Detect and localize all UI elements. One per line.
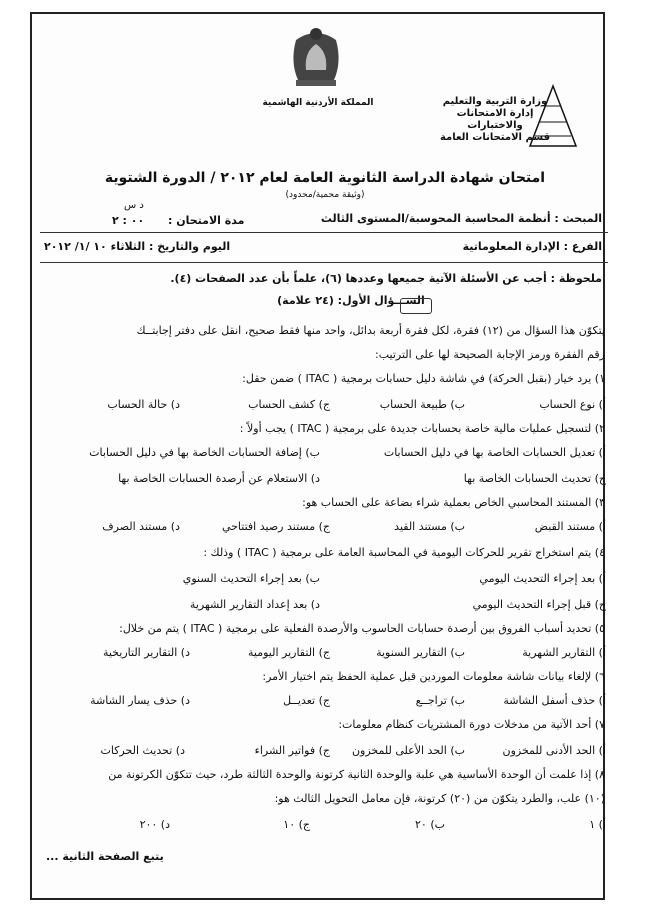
subject-label: المبحث : أنظمة المحاسبة المحوسبة/المستوى الثالث [320, 212, 602, 225]
answer-option: ج) قبل إجراء التحديث اليومي [472, 598, 606, 611]
answer-option: ج) مستند رصيد افتتاحي [221, 520, 330, 533]
answer-option: د) ٢٠٠ [139, 818, 170, 831]
question-item-stem: ٥) تحديد أسباب الفروق بين أرصدة حسابات الحاسوب والأرصدة الفعلية على برمجية ( ITAC ) يتم من خلال: [119, 622, 605, 635]
divider [40, 262, 608, 263]
ministry-line: إدارة الامتحانات والاختبارات [456, 108, 534, 131]
question-item-stem: ٣) المستند المحاسبي الخاص بعملية شراء بضاعة على الحساب هو: [302, 496, 605, 509]
answer-option: أ) نوع الحساب [539, 398, 606, 411]
question-1-title-box [400, 298, 432, 314]
answer-option: ج) تعديــل [283, 694, 330, 707]
answer-option: ب) تراجــع [415, 694, 465, 707]
answer-option: أ) مستند القبض [534, 520, 606, 533]
answer-option: أ) التقارير الشهرية [522, 646, 606, 659]
question-item-stem: ٤) يتم استخراج تقرير للحركات اليومية في المحاسبة العامة على برمجية ( ITAC ) وذلك : [203, 546, 605, 559]
document-classification: (وثيقة محمية/محدود) [285, 190, 365, 200]
answer-option: ب) بعد إجراء التحديث السنوي [182, 572, 320, 585]
answer-option: ب) إضافة الحسابات الخاصة بها في دليل الحسابات [89, 446, 320, 459]
exam-title: امتحان شهادة الدراسة الثانوية العامة لعام ٢٠١٢ / الدورة الشتوية [104, 170, 546, 186]
answer-option: أ) تعديل الحسابات الخاصة بها في دليل الحسابات [383, 446, 606, 459]
answer-option: ج) كشف الحساب [248, 398, 330, 411]
duration-value: ٠٠ : ٢ [112, 214, 145, 227]
coat-of-arms-icon [286, 22, 346, 100]
answer-option: أ) الحد الأدنى للمخزون [502, 744, 606, 757]
answer-option: أ) ١ [589, 818, 606, 831]
crest-caption: المملكة الأردنية الهاشمية [262, 98, 374, 108]
answer-option: أ) حذف أسفل الشاشة [503, 694, 606, 707]
ministry-line: وزارة التربية والتعليم [442, 96, 548, 107]
answer-option: ب) التقارير السنوية [376, 646, 465, 659]
answer-option: د) تحديث الحركات [100, 744, 185, 757]
answer-option: د) مستند الصرف [102, 520, 180, 533]
instructions-note: ملحوظة : أجب عن الأسئلة الآتية جميعها وعددها (٦)، علماً بأن عدد الصفحات (٤). [170, 272, 602, 285]
answer-option: ج) التقارير اليومية [248, 646, 330, 659]
branch-label: الفرع : الإدارة المعلوماتية [462, 240, 602, 253]
ministry-line: قسم الامتحانات العامة [439, 132, 551, 143]
question-item-stem: (١٠) علب، والطرد يتكوّن من (٢٠) كرتونة، فإن معامل التحويل الثالث هو: [274, 792, 605, 805]
ministry-block [435, 96, 555, 144]
answer-option: ب) ٢٠ [415, 818, 445, 831]
date-label: اليوم والتاريخ : الثلاثاء ١٠ /١/ ٢٠١٢ [44, 240, 231, 253]
answer-option: أ) بعد إجراء التحديث اليومي [479, 572, 606, 585]
question-item-stem: ١) يرد خيار (بقبل الحركة) في شاشة دليل حسابات برمجية ( ITAC ) ضمن حقل: [242, 372, 605, 385]
question-item-stem: ٨) إذا علمت أن الوحدة الأساسية هي علبة والوحدة الثانية كرتونة والوحدة الثالثة طرد، حيث تتكوّن الكرتونة من [108, 768, 605, 781]
answer-option: ب) مستند القيد [394, 520, 465, 533]
question-item-stem: ٧) أحد الآتية من مدخلات دورة المشتريات كنظام معلومات: [338, 718, 605, 731]
answer-option: ج) تحديث الحسابات الخاصة بها [463, 472, 606, 485]
question-1-title: الســـؤال الأول: (٢٤ علامة) [277, 294, 425, 307]
answer-option: د) التقارير التاريخية [102, 646, 190, 659]
answer-option: د) حذف يسار الشاشة [90, 694, 190, 707]
answer-option: ب) الحد الأعلى للمخزون [351, 744, 465, 757]
answer-option: ج) ١٠ [283, 818, 310, 831]
question-intro: رقم الفقرة ورمز الإجابة الصحيحة لها على الترتيب: [375, 348, 605, 361]
duration-label: مدة الامتحان : [168, 214, 245, 227]
duration-units: د س [124, 200, 144, 211]
question-item-stem: ٢) لتسجيل عمليات مالية خاصة بحسابات جديدة على برمجية ( ITAC ) يجب أولاً : [239, 422, 605, 435]
answer-option: د) بعد إعداد التقارير الشهرية [189, 598, 320, 611]
question-item-stem: ٦) لإلغاء بيانات شاشة معلومات الموردين قبل عملية الحفظ يتم اختيار الأمر: [262, 670, 605, 683]
answer-option: ب) طبيعة الحساب [379, 398, 465, 411]
continue-note: يتبع الصفحة الثانية ... [46, 850, 164, 863]
answer-option: ج) فواتير الشراء [254, 744, 330, 757]
answer-option: د) الاستعلام عن أرصدة الحسابات الخاصة بها [118, 472, 320, 485]
answer-option: د) حالة الحساب [107, 398, 180, 411]
divider [40, 232, 608, 233]
question-intro: يتكوّن هذا السؤال من (١٢) فقرة، لكل فقرة أربعة بدائل، واحد منها فقط صحيح، انقل على دفتر إجابتــك [136, 324, 605, 337]
